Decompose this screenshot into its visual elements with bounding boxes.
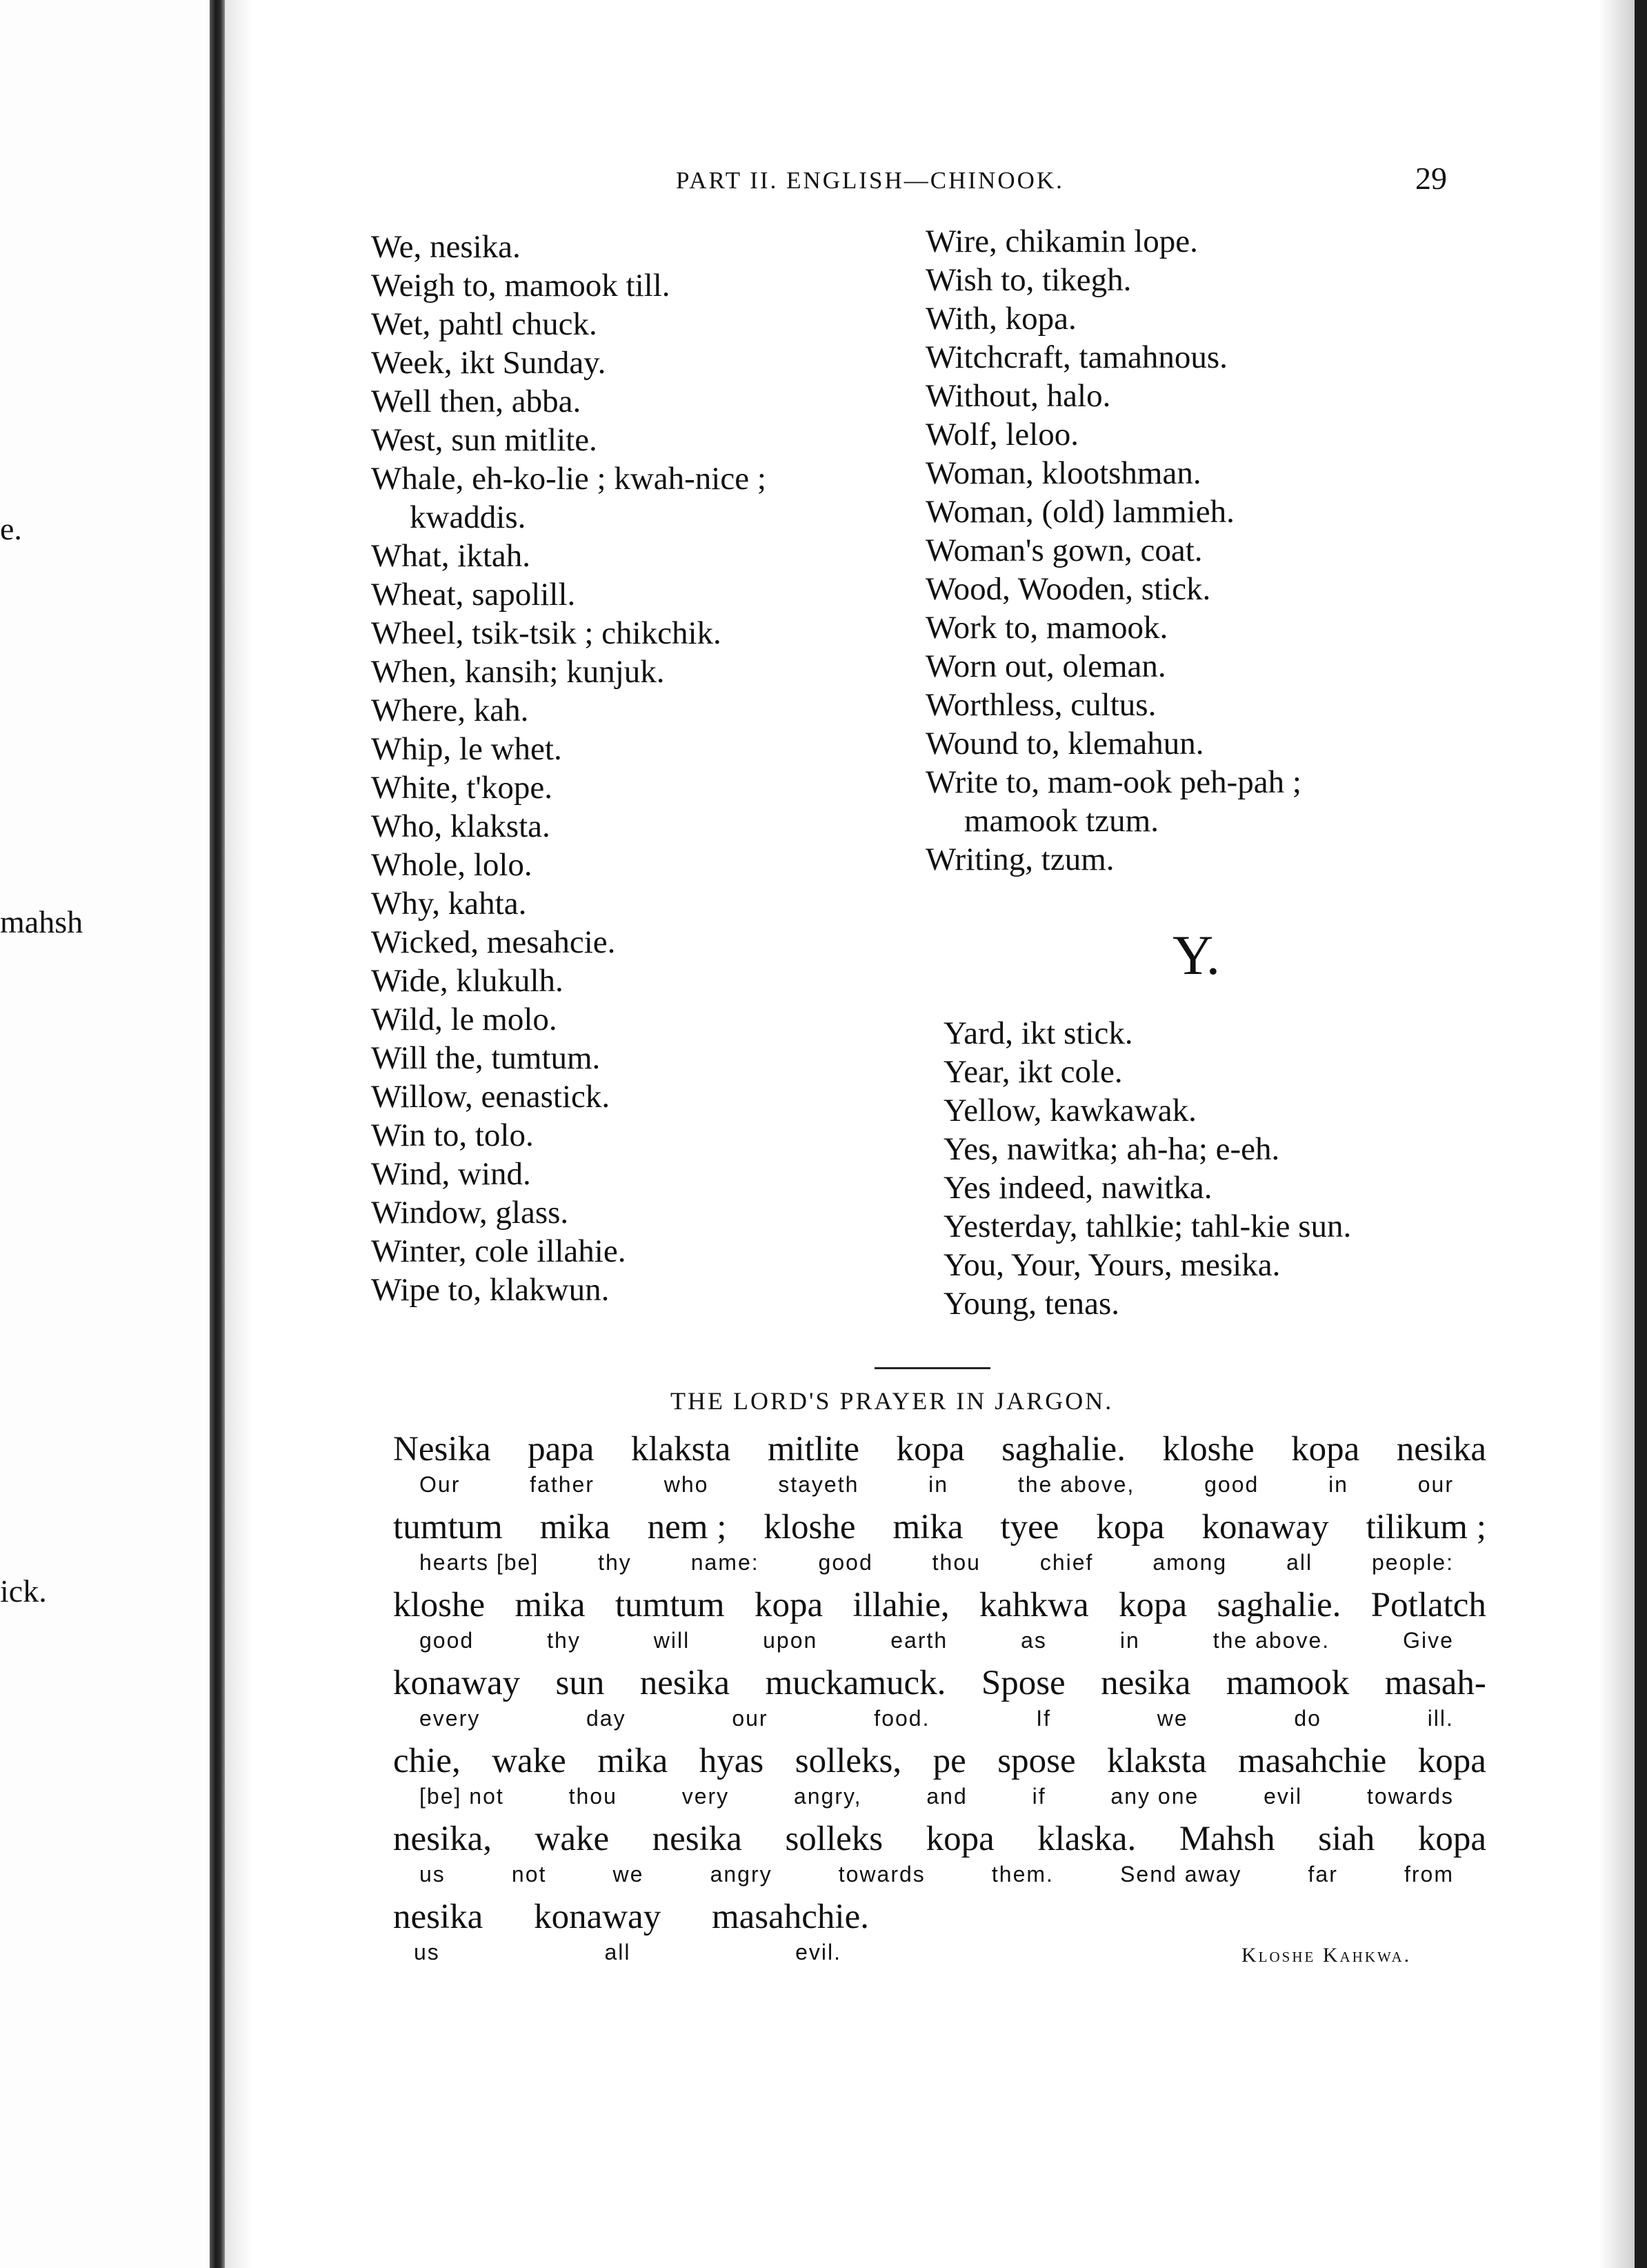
english-gloss-word: name:: [690, 1550, 759, 1575]
left-column: [371, 228, 766, 1309]
dictionary-entry: Without, halo.: [926, 378, 1111, 414]
chinook-word: tumtum: [393, 1508, 503, 1546]
prayer-title: THE LORD'S PRAYER IN JARGON.: [670, 1387, 1114, 1415]
english-gloss-word: them.: [991, 1862, 1054, 1887]
chinook-word: nesika: [639, 1664, 730, 1702]
dictionary-entry: Window, glass.: [371, 1195, 569, 1231]
left-page-edge: [0, 0, 214, 2268]
chinook-word: klaksta: [630, 1430, 731, 1469]
dictionary-entry: Will the, tumtum.: [371, 1040, 601, 1076]
english-gloss-word: people:: [1372, 1550, 1454, 1575]
chinook-word: nesika,: [393, 1820, 492, 1858]
prayer-english-gloss: [419, 1628, 1454, 1655]
right-column-y: [944, 1014, 1351, 1323]
english-gloss-word: not: [511, 1862, 547, 1887]
prayer-english-gloss: [419, 1706, 1454, 1733]
chinook-word: chie,: [393, 1742, 461, 1780]
english-gloss-word: the above.: [1212, 1628, 1330, 1653]
dictionary-entry: Work to, mamook.: [926, 610, 1168, 646]
english-gloss-word: chief: [1039, 1550, 1094, 1575]
dictionary-entry: Yard, ikt stick.: [944, 1015, 1133, 1051]
dictionary-entry: Winter, cole illahie.: [371, 1233, 626, 1269]
prayer-english-gloss: [419, 1784, 1454, 1811]
chinook-word: muckamuck.: [765, 1664, 946, 1702]
dictionary-entry: Wheel, tsik-tsik ; chikchik.: [371, 615, 721, 651]
dictionary-entry: Yes, nawitka; ah-ha; e-eh.: [944, 1131, 1280, 1167]
chinook-word: mika: [597, 1742, 668, 1780]
prayer-chinook-line: [393, 1507, 1486, 1549]
book-gutter: [210, 0, 225, 2268]
english-gloss-word: thy: [598, 1550, 632, 1575]
dictionary-entry: Wound to, klemahun.: [926, 726, 1204, 762]
chinook-word: kopa: [1096, 1508, 1165, 1546]
english-gloss-word: father: [530, 1472, 595, 1497]
english-gloss-word: our: [732, 1706, 768, 1731]
prayer-english-gloss: [419, 1550, 1454, 1578]
english-gloss-word: any one: [1110, 1784, 1199, 1809]
chinook-word: kopa: [1417, 1820, 1486, 1858]
english-gloss-word: and: [926, 1784, 968, 1809]
chinook-word: kopa: [1119, 1586, 1188, 1624]
dictionary-entry: Wipe to, klakwun.: [371, 1272, 610, 1308]
dictionary-entry: Willow, eenastick.: [371, 1079, 610, 1115]
prayer-chinook-line: [393, 1741, 1486, 1782]
english-gloss-word: earth: [890, 1628, 948, 1653]
chinook-word: mamook: [1226, 1664, 1350, 1702]
chinook-word: Mahsh: [1179, 1820, 1275, 1858]
chinook-word: papa: [528, 1430, 595, 1469]
english-gloss-word: as: [1021, 1628, 1047, 1653]
dictionary-entry: Wood, Wooden, stick.: [926, 571, 1211, 607]
english-gloss-word: evil: [1264, 1784, 1303, 1809]
chinook-word: masahchie: [1238, 1742, 1387, 1780]
gutter-shadow: [225, 0, 252, 2268]
english-gloss-word: very: [681, 1784, 730, 1809]
dictionary-entry: Week, ikt Sunday.: [371, 345, 606, 381]
chinook-word: kopa: [754, 1586, 824, 1624]
chinook-word: masahchie.: [712, 1898, 869, 1936]
english-gloss-word: thy: [547, 1628, 581, 1653]
dictionary-entry: Wind, wind.: [371, 1156, 531, 1192]
english-gloss-word: the above,: [1017, 1472, 1135, 1497]
english-gloss-word: among: [1152, 1550, 1228, 1575]
dictionary-entry: Wet, pahtl chuck.: [371, 306, 597, 342]
dictionary-entry: Whip, le whet.: [371, 731, 562, 767]
english-gloss-word: angry: [710, 1862, 772, 1887]
chinook-word: klaksta: [1107, 1742, 1207, 1780]
chinook-word: konaway: [393, 1664, 521, 1702]
prayer-chinook-line: [393, 1663, 1486, 1704]
chinook-word: nesika: [393, 1898, 483, 1936]
dictionary-entry: Write to, mam-ook peh-pah ;: [926, 764, 1301, 800]
english-gloss-word: Send away: [1120, 1862, 1242, 1887]
english-gloss-word: towards: [838, 1862, 926, 1887]
dictionary-entry: Wheat, sapolill.: [371, 577, 576, 613]
chinook-word: kopa: [896, 1430, 965, 1469]
dictionary-entry: Who, klaksta.: [371, 808, 550, 844]
chinook-word: saghalie.: [1001, 1430, 1126, 1469]
running-title: PART II. ENGLISH—CHINOOK.: [676, 167, 1064, 194]
chinook-word: Nesika: [393, 1430, 491, 1469]
dictionary-entry: Writing, tzum.: [926, 842, 1115, 877]
chinook-word: illahie,: [852, 1586, 950, 1624]
chinook-word: solleks: [785, 1820, 884, 1858]
chinook-word: tyee: [1000, 1508, 1059, 1546]
dictionary-entry: Woman, klootshman.: [926, 455, 1201, 491]
section-letter-y: Y.: [1172, 924, 1221, 986]
english-gloss-word: in: [928, 1472, 949, 1497]
dictionary-entry: Woman, (old) lammieh.: [926, 494, 1235, 530]
english-gloss-word: evil.: [795, 1940, 841, 1964]
chinook-word: spose: [997, 1742, 1076, 1780]
dictionary-entry: You, Your, Yours, mesika.: [944, 1247, 1281, 1283]
left-page-fragment: e.: [0, 511, 22, 546]
english-gloss-word: Our: [419, 1472, 461, 1497]
prayer-chinook-line: [393, 1819, 1486, 1860]
english-gloss-word: far: [1308, 1862, 1338, 1887]
dictionary-entry: West, sun mitlite.: [371, 422, 597, 458]
chinook-word: kopa: [926, 1820, 995, 1858]
left-page-fragment: ick.: [0, 1573, 47, 1609]
chinook-word: kahkwa: [979, 1586, 1089, 1624]
prayer-chinook-line: [393, 1585, 1486, 1627]
english-gloss-word: upon: [763, 1628, 818, 1653]
chinook-word: nesika: [652, 1820, 742, 1858]
english-gloss-word: who: [663, 1472, 709, 1497]
prayer-english-gloss: [419, 1472, 1454, 1500]
prayer-chinook-line: [393, 1429, 1486, 1471]
chinook-word: wake: [535, 1820, 610, 1858]
chinook-word: siah: [1318, 1820, 1375, 1858]
dictionary-entry: We, nesika.: [371, 229, 521, 265]
dictionary-entry: Win to, tolo.: [371, 1117, 534, 1153]
english-gloss-word: all: [1286, 1550, 1313, 1575]
dictionary-entry-continuation: mamook tzum.: [964, 803, 1159, 839]
english-gloss-word: angry,: [793, 1784, 862, 1809]
english-gloss-word: our: [1417, 1472, 1454, 1497]
english-gloss-word: do: [1294, 1706, 1321, 1731]
chinook-word: tumtum: [615, 1586, 725, 1624]
english-gloss-word: every: [419, 1706, 481, 1731]
english-gloss-word: in: [1328, 1472, 1348, 1497]
dictionary-entry: Wish to, tikegh.: [926, 262, 1132, 298]
dictionary-entry-continuation: kwaddis.: [410, 499, 526, 535]
dictionary-entry: Witchcraft, tamahnous.: [926, 339, 1228, 375]
chinook-word: kopa: [1417, 1742, 1486, 1780]
english-gloss-word: we: [612, 1862, 644, 1887]
chinook-word: wake: [492, 1742, 566, 1780]
dictionary-entry: Wolf, leloo.: [926, 417, 1079, 452]
left-page-fragment: mahsh: [0, 904, 83, 939]
chinook-word: solleks,: [795, 1742, 902, 1780]
dictionary-entry: Yes indeed, nawitka.: [944, 1170, 1212, 1206]
chinook-word: kloshe: [1162, 1430, 1255, 1469]
chinook-word: konaway: [534, 1898, 661, 1936]
english-gloss-word: stayeth: [778, 1472, 859, 1497]
chinook-word: Spose: [981, 1664, 1066, 1702]
chinook-word: mika: [892, 1508, 964, 1546]
prayer-chinook-line: [393, 1897, 869, 1938]
dictionary-entry: Year, ikt cole.: [944, 1054, 1123, 1090]
english-gloss-word: [be] not: [419, 1784, 504, 1809]
english-gloss-word: good: [419, 1628, 475, 1653]
dictionary-entry: When, kansih; kunjuk.: [371, 654, 665, 690]
chinook-word: mitlite: [767, 1430, 859, 1469]
english-gloss-word: thou: [568, 1784, 617, 1809]
english-gloss-word: good: [818, 1550, 873, 1575]
chinook-word: mika: [539, 1508, 610, 1546]
dictionary-entry: Wicked, mesahcie.: [371, 924, 616, 960]
prayer-english-gloss: [419, 1862, 1454, 1889]
dictionary-entry: With, kopa.: [926, 301, 1077, 337]
dictionary-entry: Worthless, cultus.: [926, 687, 1157, 723]
chinook-word: nem ;: [647, 1508, 727, 1546]
chinook-word: kloshe: [763, 1508, 856, 1546]
english-gloss-word: us: [419, 1862, 446, 1887]
section-divider: [875, 1367, 990, 1369]
dictionary-entry: Yellow, kawkawak.: [944, 1093, 1197, 1128]
english-gloss-word: us: [414, 1940, 440, 1964]
chinook-word: saghalie.: [1217, 1586, 1341, 1624]
dictionary-entry: Whole, lolo.: [371, 847, 532, 883]
chinook-word: kloshe: [393, 1586, 486, 1624]
english-gloss-word: we: [1157, 1706, 1188, 1731]
dictionary-entry: Yesterday, tahlkie; tahl-kie sun.: [944, 1208, 1352, 1244]
dictionary-entry: What, iktah.: [371, 538, 531, 574]
chinook-word: hyas: [699, 1742, 764, 1780]
page-number: 29: [1415, 161, 1447, 196]
chinook-word: masah-: [1384, 1664, 1486, 1702]
dictionary-entry: Well then, abba.: [371, 384, 581, 419]
right-column-w: [926, 222, 1301, 879]
english-gloss-word: good: [1204, 1472, 1259, 1497]
dictionary-entry: Weigh to, mamook till.: [371, 268, 670, 304]
chinook-word: tilikum ;: [1366, 1508, 1486, 1546]
english-gloss-word: food.: [874, 1706, 930, 1731]
english-gloss-word: If: [1036, 1706, 1051, 1731]
dictionary-entry: Whale, eh-ko-lie ; kwah-nice ;: [371, 461, 766, 497]
chinook-word: Potlatch: [1370, 1586, 1486, 1624]
signature: Kloshe Kahkwa.: [1241, 1944, 1412, 1967]
dictionary-entry: Wire, chikamin lope.: [926, 223, 1198, 259]
dictionary-entry: Worn out, oleman.: [926, 648, 1166, 684]
dictionary-entry: White, t'kope.: [371, 770, 552, 806]
right-border: [1635, 0, 1647, 2268]
chinook-word: kopa: [1291, 1430, 1360, 1469]
english-gloss-word: in: [1119, 1628, 1140, 1653]
english-gloss-word: hearts [be]: [419, 1550, 539, 1575]
english-gloss-word: all: [604, 1940, 631, 1964]
dictionary-entry: Why, kahta.: [371, 886, 527, 922]
chinook-word: mika: [515, 1586, 586, 1624]
english-gloss-word: from: [1404, 1862, 1454, 1887]
chinook-word: klaska.: [1037, 1820, 1137, 1858]
dictionary-entry: Young, tenas.: [944, 1286, 1120, 1322]
chinook-word: pe: [932, 1742, 966, 1780]
dictionary-entry: Where, kah.: [371, 693, 529, 728]
chinook-word: nesika: [1396, 1430, 1486, 1469]
dictionary-entry: Wild, le molo.: [371, 1002, 557, 1037]
english-gloss-word: Give: [1403, 1628, 1454, 1653]
english-gloss-word: if: [1032, 1784, 1046, 1809]
dictionary-entry: Woman's gown, coat.: [926, 533, 1203, 568]
english-gloss-word: towards: [1366, 1784, 1454, 1809]
chinook-word: nesika: [1101, 1664, 1191, 1702]
english-gloss-word: ill.: [1427, 1706, 1454, 1731]
chinook-word: konaway: [1201, 1508, 1329, 1546]
english-gloss-word: will: [653, 1628, 690, 1653]
dictionary-entry: Wide, klukulh.: [371, 963, 563, 999]
english-gloss-word: day: [586, 1706, 626, 1731]
prayer-english-gloss: [414, 1940, 841, 1967]
chinook-word: sun: [555, 1664, 605, 1702]
english-gloss-word: thou: [932, 1550, 981, 1575]
